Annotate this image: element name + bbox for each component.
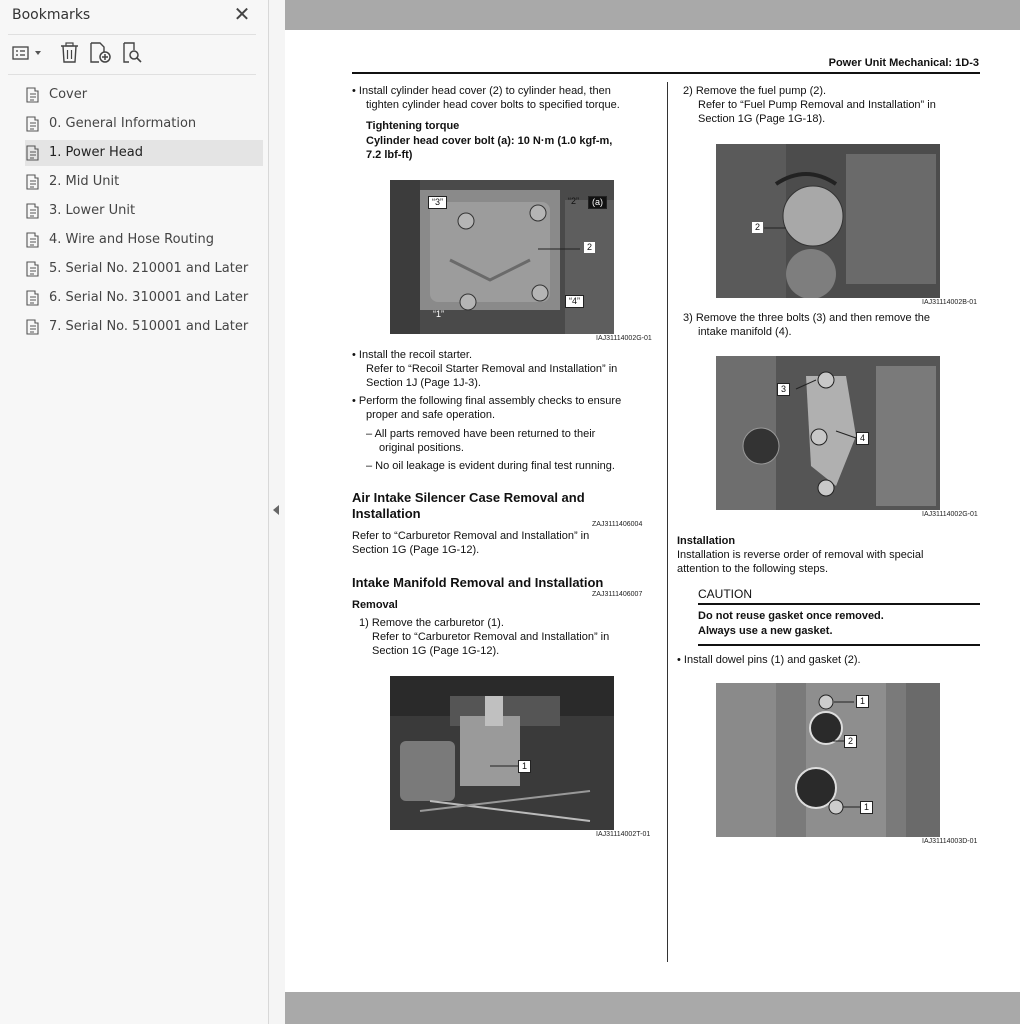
torque-spec: Cylinder head cover bolt (a): 10 N·m (1.0 kgf-m, bbox=[366, 135, 613, 147]
collapse-panel-button[interactable] bbox=[270, 502, 282, 518]
bookmarks-panel bbox=[0, 0, 269, 1024]
document-viewer[interactable] bbox=[285, 0, 1020, 1024]
callout-label: 1 bbox=[518, 760, 531, 773]
bookmark-label: 1. Power Head bbox=[49, 145, 143, 160]
find-bookmark-button[interactable] bbox=[120, 40, 146, 66]
add-bookmark-icon bbox=[88, 40, 114, 66]
section-code: ZAJ3111406007 bbox=[592, 591, 643, 598]
page-gap-bottom bbox=[285, 992, 1020, 1024]
callout-label: 2 bbox=[844, 735, 857, 748]
figure-code: IAJ31114002T-01 bbox=[596, 831, 651, 838]
section-code: ZAJ3111406004 bbox=[592, 521, 643, 528]
callout-label: 3 bbox=[777, 383, 790, 396]
divider bbox=[8, 74, 256, 75]
carburetor-photo bbox=[390, 676, 614, 830]
engine-photo-graphic bbox=[716, 356, 940, 510]
options-menu-button[interactable] bbox=[11, 40, 45, 66]
bookmark-page-icon bbox=[25, 87, 41, 103]
step-text: • Install the recoil starter. bbox=[352, 349, 473, 361]
step-text: original positions. bbox=[379, 442, 464, 454]
caution-title: CAUTION bbox=[698, 587, 752, 601]
torque-title: Tightening torque bbox=[366, 120, 460, 132]
callout-label: “3” bbox=[428, 196, 447, 209]
close-icon[interactable]: ✕ bbox=[233, 4, 251, 26]
bookmark-item-cover[interactable] bbox=[25, 82, 263, 108]
figure-code: IAJ31114002G-01 bbox=[922, 511, 978, 518]
step-text: 3) Remove the three bolts (3) and then remove the bbox=[683, 312, 931, 324]
step-text: 1) Remove the carburetor (1). bbox=[359, 617, 504, 629]
callout-label: 1 bbox=[856, 695, 869, 708]
step-text: Section 1G (Page 1G-12). bbox=[372, 645, 500, 657]
bookmark-page-icon bbox=[25, 261, 41, 277]
step-text: • Install dowel pins (1) and gasket (2). bbox=[677, 654, 861, 666]
figure-code: IAJ31114002B-01 bbox=[922, 299, 978, 306]
step-text: Refer to “Recoil Starter Removal and Installation” in bbox=[366, 363, 618, 375]
running-head: Power Unit Mechanical: 1D-3 bbox=[828, 57, 979, 69]
figure-code: IAJ31114002G-01 bbox=[596, 335, 652, 342]
subheading: Installation bbox=[677, 535, 736, 547]
step-text: • Install cylinder head cover (2) to cylinder head, then bbox=[352, 85, 611, 97]
panel-title: Bookmarks bbox=[12, 7, 91, 23]
step-text: Section 1J (Page 1J-3). bbox=[366, 377, 481, 389]
section-heading: Intake Manifold Removal and Installation bbox=[352, 575, 604, 590]
torque-spec: 7.2 lbf-ft) bbox=[366, 149, 413, 161]
divider bbox=[8, 34, 256, 35]
step-text: tighten cylinder head cover bolts to specified torque. bbox=[366, 99, 620, 111]
bookmark-page-icon bbox=[25, 290, 41, 306]
bookmark-label: 4. Wire and Hose Routing bbox=[49, 232, 214, 247]
bookmark-label: Cover bbox=[49, 87, 88, 102]
bookmark-item-mid-unit[interactable] bbox=[25, 169, 263, 195]
step-text: – No oil leakage is evident during final test running. bbox=[366, 460, 615, 472]
bookmark-label: 2. Mid Unit bbox=[49, 174, 120, 189]
section-heading: Installation bbox=[352, 506, 421, 521]
fuel-pump-photo bbox=[716, 144, 940, 298]
bookmark-item-serial-310001[interactable] bbox=[25, 285, 263, 311]
bookmark-item-serial-510001[interactable] bbox=[25, 314, 263, 340]
step-text: Refer to “Carburetor Removal and Installation” in bbox=[372, 631, 610, 643]
engine-photo-graphic bbox=[716, 683, 940, 837]
bookmark-label: 6. Serial No. 310001 and Later bbox=[49, 290, 249, 305]
bookmarks-header bbox=[0, 0, 268, 34]
delete-bookmark-button[interactable] bbox=[58, 40, 82, 66]
bookmark-label: 3. Lower Unit bbox=[49, 203, 136, 218]
subheading: Removal bbox=[352, 599, 398, 611]
step-text: intake manifold (4). bbox=[698, 326, 792, 338]
options-menu-icon bbox=[11, 40, 45, 66]
bookmark-page-icon bbox=[25, 174, 41, 190]
bookmark-page-icon bbox=[25, 319, 41, 335]
bookmark-label: 7. Serial No. 510001 and Later bbox=[49, 319, 249, 334]
step-text: proper and safe operation. bbox=[366, 409, 496, 421]
body-text: attention to the following steps. bbox=[677, 563, 829, 575]
caution-rule-bottom bbox=[698, 644, 980, 646]
find-bookmark-icon bbox=[120, 40, 146, 66]
bookmark-item-lower-unit[interactable] bbox=[25, 198, 263, 224]
dowel-gasket-photo bbox=[716, 683, 940, 837]
header-rule bbox=[352, 72, 980, 74]
bookmark-label: 5. Serial No. 210001 and Later bbox=[49, 261, 249, 276]
bookmark-page-icon bbox=[25, 116, 41, 132]
engine-photo-graphic bbox=[390, 676, 614, 830]
bookmark-item-serial-210001[interactable] bbox=[25, 256, 263, 282]
callout-label: “4” bbox=[565, 295, 584, 308]
page-gap-top bbox=[285, 0, 1020, 30]
bookmark-item-power-head[interactable] bbox=[25, 140, 263, 166]
bookmark-page-icon bbox=[25, 203, 41, 219]
callout-label: 1 bbox=[860, 801, 873, 814]
column-divider bbox=[667, 82, 668, 962]
body-text: Refer to “Carburetor Removal and Installation” in bbox=[352, 530, 590, 542]
step-text: – All parts removed have been returned to their bbox=[366, 428, 596, 440]
cylinder-head-cover-photo bbox=[390, 180, 614, 334]
caution-text: Always use a new gasket. bbox=[698, 625, 833, 637]
body-text: Section 1G (Page 1G-12). bbox=[352, 544, 480, 556]
section-heading: Air Intake Silencer Case Removal and bbox=[352, 490, 585, 505]
caution-text: Do not reuse gasket once removed. bbox=[698, 610, 884, 622]
add-bookmark-button[interactable] bbox=[88, 40, 114, 66]
pdf-page bbox=[285, 30, 1020, 992]
step-text: 2) Remove the fuel pump (2). bbox=[683, 85, 827, 97]
figure-code: IAJ31114003D-01 bbox=[922, 838, 978, 845]
trash-icon bbox=[58, 40, 82, 66]
callout-label: 2 bbox=[752, 222, 763, 233]
callout-label: “1” bbox=[433, 309, 444, 319]
bookmark-page-icon bbox=[25, 145, 41, 161]
bookmark-item-wire-hose-routing[interactable] bbox=[25, 227, 263, 253]
caution-rule-top bbox=[698, 603, 980, 605]
bookmark-page-icon bbox=[25, 232, 41, 248]
step-text: Refer to “Fuel Pump Removal and Installation” in bbox=[698, 99, 936, 111]
intake-manifold-photo bbox=[716, 356, 940, 510]
caret-left-icon bbox=[270, 502, 282, 518]
callout-label: “2” bbox=[568, 196, 579, 206]
bookmark-label: 0. General Information bbox=[49, 116, 197, 131]
body-text: Installation is reverse order of removal with special bbox=[677, 549, 924, 561]
engine-photo-graphic bbox=[716, 144, 940, 298]
bookmark-item-general-information[interactable] bbox=[25, 111, 263, 137]
torque-symbol: (a) bbox=[588, 196, 607, 209]
step-text: Section 1G (Page 1G-18). bbox=[698, 113, 826, 125]
callout-label: 4 bbox=[856, 432, 869, 445]
step-text: • Perform the following final assembly checks to ensure bbox=[352, 395, 622, 407]
callout-label: 2 bbox=[584, 242, 595, 253]
